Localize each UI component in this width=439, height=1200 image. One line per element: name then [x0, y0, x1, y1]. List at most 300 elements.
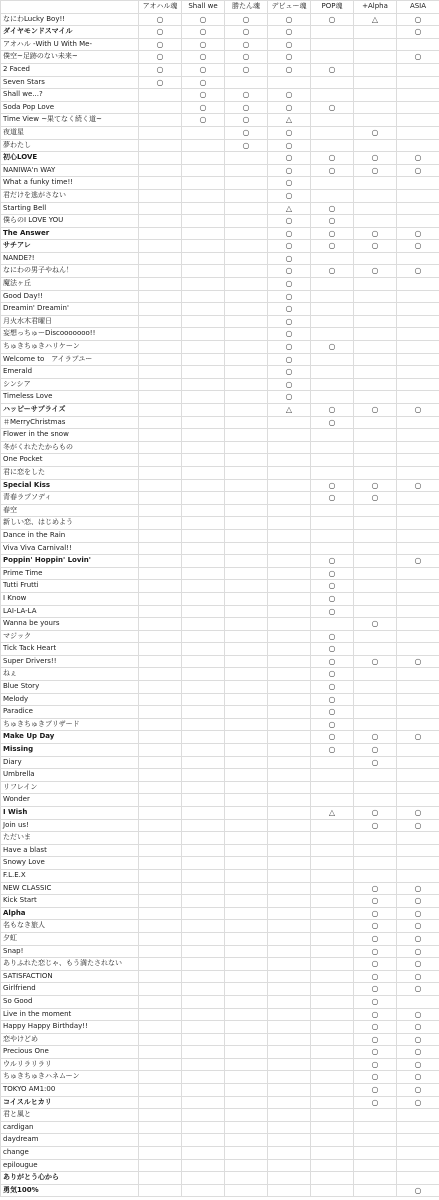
- performance-mark: ○: [397, 945, 439, 958]
- performance-mark: [139, 429, 182, 442]
- performance-mark: [268, 781, 311, 794]
- performance-mark: ○: [354, 1096, 397, 1109]
- table-row: [1, 38, 439, 51]
- performance-mark: [225, 517, 268, 530]
- table-row: [1, 668, 439, 681]
- performance-mark: [268, 466, 311, 479]
- performance-mark: [268, 1121, 311, 1134]
- table-row: [1, 429, 439, 442]
- song-title: Timeless Love: [1, 391, 139, 404]
- table-row: [1, 76, 439, 89]
- song-title: Poppin' Hoppin' Lovin': [1, 555, 139, 568]
- performance-mark: [182, 882, 225, 895]
- song-title: NANIWA'n WAY: [1, 164, 139, 177]
- song-title: ありがとう心から: [1, 1172, 139, 1185]
- performance-mark: [268, 794, 311, 807]
- performance-mark: ○: [268, 215, 311, 228]
- performance-mark: ○: [397, 655, 439, 668]
- performance-mark: [182, 580, 225, 593]
- performance-mark: ○: [397, 227, 439, 240]
- performance-mark: [354, 1134, 397, 1147]
- performance-mark: [225, 895, 268, 908]
- performance-mark: [397, 139, 439, 152]
- performance-mark: ○: [139, 76, 182, 89]
- performance-mark: [397, 290, 439, 303]
- performance-mark: ○: [354, 152, 397, 165]
- song-title: F.L.E.X: [1, 869, 139, 882]
- song-title: Kick Start: [1, 895, 139, 908]
- performance-mark: ○: [225, 51, 268, 64]
- performance-mark: [182, 265, 225, 278]
- performance-mark: [182, 391, 225, 404]
- performance-mark: ○: [139, 51, 182, 64]
- performance-mark: ○: [139, 63, 182, 76]
- performance-mark: [139, 1109, 182, 1122]
- performance-mark: [139, 114, 182, 127]
- performance-mark: [225, 731, 268, 744]
- performance-mark: [268, 807, 311, 820]
- performance-mark: [268, 479, 311, 492]
- performance-mark: [225, 1084, 268, 1097]
- song-title: Precious One: [1, 1046, 139, 1059]
- performance-mark: [268, 731, 311, 744]
- performance-mark: ○: [311, 265, 354, 278]
- performance-mark: [225, 1159, 268, 1172]
- performance-mark: [268, 416, 311, 429]
- performance-mark: [354, 1121, 397, 1134]
- performance-mark: [139, 668, 182, 681]
- performance-mark: ○: [354, 164, 397, 177]
- performance-mark: [354, 517, 397, 530]
- performance-mark: [139, 995, 182, 1008]
- performance-mark: [268, 958, 311, 971]
- performance-mark: [397, 605, 439, 618]
- table-row: [1, 592, 439, 605]
- table-row: [1, 706, 439, 719]
- performance-mark: ○: [311, 718, 354, 731]
- performance-mark: [354, 630, 397, 643]
- performance-mark: [139, 466, 182, 479]
- column-header: POP魂: [311, 1, 354, 14]
- performance-mark: [311, 542, 354, 555]
- performance-mark: [311, 177, 354, 190]
- performance-mark: [354, 139, 397, 152]
- song-title: TOKYO AM1:00: [1, 1084, 139, 1097]
- song-title: NEW CLASSIC: [1, 882, 139, 895]
- performance-mark: ○: [354, 819, 397, 832]
- performance-mark: [397, 215, 439, 228]
- performance-mark: [182, 441, 225, 454]
- performance-mark: [182, 1147, 225, 1160]
- performance-mark: ○: [311, 341, 354, 354]
- performance-mark: [225, 278, 268, 291]
- performance-mark: ○: [311, 152, 354, 165]
- performance-mark: [397, 630, 439, 643]
- performance-mark: [268, 668, 311, 681]
- performance-mark: [182, 479, 225, 492]
- performance-mark: ○: [354, 1008, 397, 1021]
- table-row: [1, 630, 439, 643]
- performance-mark: [139, 555, 182, 568]
- performance-mark: [354, 51, 397, 64]
- performance-mark: [397, 114, 439, 127]
- performance-mark: [397, 416, 439, 429]
- table-row: [1, 618, 439, 631]
- song-title: サチアレ: [1, 240, 139, 253]
- performance-mark: [311, 139, 354, 152]
- performance-mark: ○: [354, 895, 397, 908]
- performance-mark: [397, 101, 439, 114]
- performance-mark: ○: [268, 303, 311, 316]
- performance-mark: [397, 76, 439, 89]
- performance-mark: ○: [354, 1084, 397, 1097]
- performance-mark: [225, 1121, 268, 1134]
- table-row: [1, 869, 439, 882]
- performance-mark: [225, 353, 268, 366]
- performance-mark: [225, 995, 268, 1008]
- performance-mark: [182, 378, 225, 391]
- performance-mark: [225, 668, 268, 681]
- performance-mark: [182, 630, 225, 643]
- performance-mark: ○: [354, 958, 397, 971]
- performance-mark: [225, 328, 268, 341]
- table-row: [1, 139, 439, 152]
- performance-mark: [354, 466, 397, 479]
- performance-mark: [268, 454, 311, 467]
- performance-mark: ○: [268, 152, 311, 165]
- song-title: What a funky time!!: [1, 177, 139, 190]
- performance-mark: ○: [182, 101, 225, 114]
- performance-mark: [311, 303, 354, 316]
- table-row: [1, 882, 439, 895]
- performance-mark: [268, 920, 311, 933]
- performance-mark: [397, 668, 439, 681]
- performance-mark: [354, 189, 397, 202]
- performance-mark: [139, 1021, 182, 1034]
- performance-mark: ○: [354, 492, 397, 505]
- performance-mark: [354, 706, 397, 719]
- performance-mark: ○: [311, 681, 354, 694]
- song-title: ちゅきちゅきブリザード: [1, 718, 139, 731]
- performance-mark: ○: [225, 38, 268, 51]
- performance-mark: [225, 164, 268, 177]
- table-row: [1, 731, 439, 744]
- performance-mark: [397, 492, 439, 505]
- performance-mark: [311, 517, 354, 530]
- performance-mark: [311, 1184, 354, 1197]
- performance-mark: ○: [225, 101, 268, 114]
- performance-mark: ○: [354, 126, 397, 139]
- performance-mark: [268, 756, 311, 769]
- table-row: [1, 643, 439, 656]
- column-header: デビュー魂: [268, 1, 311, 14]
- performance-mark: [268, 1147, 311, 1160]
- performance-mark: [182, 177, 225, 190]
- performance-mark: [397, 517, 439, 530]
- performance-mark: [139, 152, 182, 165]
- performance-mark: [311, 76, 354, 89]
- performance-mark: [268, 995, 311, 1008]
- performance-mark: [225, 857, 268, 870]
- performance-mark: [182, 1084, 225, 1097]
- performance-mark: [225, 1046, 268, 1059]
- performance-mark: [225, 479, 268, 492]
- performance-mark: ○: [225, 26, 268, 39]
- performance-mark: [139, 366, 182, 379]
- performance-mark: [354, 26, 397, 39]
- performance-mark: ○: [311, 592, 354, 605]
- song-title: ただいま: [1, 832, 139, 845]
- table-row: [1, 1109, 439, 1122]
- performance-mark: [311, 441, 354, 454]
- performance-mark: [397, 1172, 439, 1185]
- performance-mark: [182, 857, 225, 870]
- table-row: [1, 1147, 439, 1160]
- performance-mark: [354, 1184, 397, 1197]
- performance-mark: ○: [354, 265, 397, 278]
- performance-mark: ○: [354, 882, 397, 895]
- table-row: [1, 341, 439, 354]
- performance-mark: [139, 341, 182, 354]
- performance-mark: [139, 126, 182, 139]
- table-row: [1, 983, 439, 996]
- performance-mark: [268, 744, 311, 757]
- performance-mark: [182, 958, 225, 971]
- performance-mark: [139, 807, 182, 820]
- performance-mark: [311, 769, 354, 782]
- performance-mark: [139, 303, 182, 316]
- performance-mark: [139, 945, 182, 958]
- performance-mark: [397, 718, 439, 731]
- performance-mark: ○: [397, 983, 439, 996]
- song-title: ウルリラリラリ: [1, 1058, 139, 1071]
- table-row: [1, 832, 439, 845]
- performance-mark: [139, 769, 182, 782]
- performance-mark: ○: [354, 945, 397, 958]
- table-row: [1, 681, 439, 694]
- performance-mark: ○: [268, 89, 311, 102]
- table-row: [1, 1134, 439, 1147]
- performance-mark: [182, 1033, 225, 1046]
- performance-mark: [311, 819, 354, 832]
- performance-mark: ○: [354, 756, 397, 769]
- performance-mark: [139, 378, 182, 391]
- performance-mark: ○: [268, 227, 311, 240]
- table-row: [1, 995, 439, 1008]
- song-title: Prime Time: [1, 567, 139, 580]
- performance-mark: ○: [311, 731, 354, 744]
- performance-mark: [139, 1046, 182, 1059]
- song-title: Make Up Day: [1, 731, 139, 744]
- performance-mark: [225, 1021, 268, 1034]
- column-header: +Alpha: [354, 1, 397, 14]
- performance-mark: [311, 1109, 354, 1122]
- performance-mark: [139, 542, 182, 555]
- performance-mark: [139, 404, 182, 417]
- performance-mark: [268, 542, 311, 555]
- performance-mark: [397, 126, 439, 139]
- performance-mark: ○: [268, 101, 311, 114]
- performance-mark: [182, 454, 225, 467]
- performance-mark: ○: [268, 290, 311, 303]
- song-title: Time View ~果てなく続く道~: [1, 114, 139, 127]
- performance-mark: [225, 844, 268, 857]
- performance-mark: [182, 1184, 225, 1197]
- performance-mark: ○: [311, 202, 354, 215]
- performance-mark: [139, 958, 182, 971]
- performance-mark: ○: [397, 51, 439, 64]
- performance-mark: ○: [268, 189, 311, 202]
- table-row: [1, 479, 439, 492]
- performance-mark: [311, 189, 354, 202]
- performance-mark: [139, 655, 182, 668]
- performance-mark: ○: [311, 215, 354, 228]
- performance-mark: ○: [268, 13, 311, 26]
- performance-mark: [268, 983, 311, 996]
- table-row: [1, 152, 439, 165]
- performance-mark: [268, 706, 311, 719]
- performance-mark: [311, 1134, 354, 1147]
- performance-mark: [397, 278, 439, 291]
- performance-mark: ○: [397, 970, 439, 983]
- performance-mark: [354, 529, 397, 542]
- performance-mark: [268, 718, 311, 731]
- performance-mark: [268, 1134, 311, 1147]
- performance-mark: [268, 605, 311, 618]
- performance-mark: [397, 504, 439, 517]
- performance-mark: [225, 970, 268, 983]
- performance-mark: [225, 1058, 268, 1071]
- performance-mark: ○: [397, 1058, 439, 1071]
- table-row: [1, 756, 439, 769]
- performance-mark: [354, 378, 397, 391]
- song-title: Blue Story: [1, 681, 139, 694]
- performance-mark: [268, 1046, 311, 1059]
- performance-mark: [225, 303, 268, 316]
- table-row: [1, 781, 439, 794]
- performance-mark: [139, 164, 182, 177]
- performance-mark: ○: [268, 51, 311, 64]
- performance-mark: [354, 857, 397, 870]
- performance-mark: [139, 1008, 182, 1021]
- performance-mark: [182, 1134, 225, 1147]
- performance-mark: [311, 1096, 354, 1109]
- performance-mark: ○: [397, 555, 439, 568]
- performance-mark: [182, 1071, 225, 1084]
- song-title: Dreamin' Dreamin': [1, 303, 139, 316]
- performance-mark: [182, 278, 225, 291]
- performance-mark: [268, 970, 311, 983]
- performance-mark: [311, 1084, 354, 1097]
- performance-mark: [182, 869, 225, 882]
- performance-mark: [397, 63, 439, 76]
- performance-mark: ○: [354, 618, 397, 631]
- table-row: [1, 492, 439, 505]
- performance-mark: [182, 655, 225, 668]
- performance-mark: [225, 1096, 268, 1109]
- performance-mark: [311, 1172, 354, 1185]
- performance-mark: [311, 920, 354, 933]
- performance-mark: ○: [354, 1046, 397, 1059]
- song-title: So Good: [1, 995, 139, 1008]
- performance-mark: [397, 592, 439, 605]
- performance-mark: [311, 378, 354, 391]
- performance-mark: [225, 1008, 268, 1021]
- performance-mark: [139, 416, 182, 429]
- performance-mark: [139, 1147, 182, 1160]
- performance-mark: [397, 454, 439, 467]
- performance-mark: [311, 1058, 354, 1071]
- performance-mark: [225, 681, 268, 694]
- performance-mark: [311, 38, 354, 51]
- performance-mark: ○: [268, 391, 311, 404]
- performance-mark: [139, 517, 182, 530]
- performance-mark: [397, 466, 439, 479]
- song-title: 初心LOVE: [1, 152, 139, 165]
- table-row: [1, 315, 439, 328]
- performance-mark: [139, 315, 182, 328]
- table-body: [1, 13, 439, 1197]
- performance-mark: [225, 945, 268, 958]
- performance-mark: [182, 794, 225, 807]
- performance-mark: [268, 693, 311, 706]
- table-row: [1, 303, 439, 316]
- performance-mark: ○: [311, 655, 354, 668]
- table-row: [1, 265, 439, 278]
- performance-mark: ○: [139, 26, 182, 39]
- performance-mark: [225, 1147, 268, 1160]
- table-row: [1, 328, 439, 341]
- performance-mark: [397, 303, 439, 316]
- performance-mark: [397, 378, 439, 391]
- performance-mark: [311, 970, 354, 983]
- performance-mark: ○: [225, 139, 268, 152]
- performance-mark: ○: [354, 1021, 397, 1034]
- performance-mark: [354, 668, 397, 681]
- performance-mark: [354, 76, 397, 89]
- performance-mark: ○: [268, 177, 311, 190]
- song-title: ちゅきちゅきハネムーン: [1, 1071, 139, 1084]
- performance-mark: [182, 945, 225, 958]
- performance-mark: [182, 227, 225, 240]
- table-row: [1, 1184, 439, 1197]
- performance-mark: [225, 416, 268, 429]
- performance-mark: [225, 630, 268, 643]
- performance-mark: [139, 781, 182, 794]
- performance-mark: [139, 177, 182, 190]
- table-row: [1, 454, 439, 467]
- song-title: 夕虹: [1, 932, 139, 945]
- performance-mark: ○: [354, 995, 397, 1008]
- performance-mark: [182, 907, 225, 920]
- performance-mark: [397, 618, 439, 631]
- performance-mark: [268, 895, 311, 908]
- song-title: Wanna be yours: [1, 618, 139, 631]
- performance-mark: [139, 492, 182, 505]
- table-row: [1, 290, 439, 303]
- song-title: コイスルヒカリ: [1, 1096, 139, 1109]
- performance-mark: [225, 958, 268, 971]
- performance-mark: [139, 1172, 182, 1185]
- performance-mark: ○: [397, 907, 439, 920]
- column-header: ASIA: [397, 1, 439, 14]
- performance-mark: [354, 1109, 397, 1122]
- performance-mark: [311, 529, 354, 542]
- performance-mark: [268, 643, 311, 656]
- performance-mark: [225, 592, 268, 605]
- table-row: [1, 580, 439, 593]
- performance-mark: ○: [311, 479, 354, 492]
